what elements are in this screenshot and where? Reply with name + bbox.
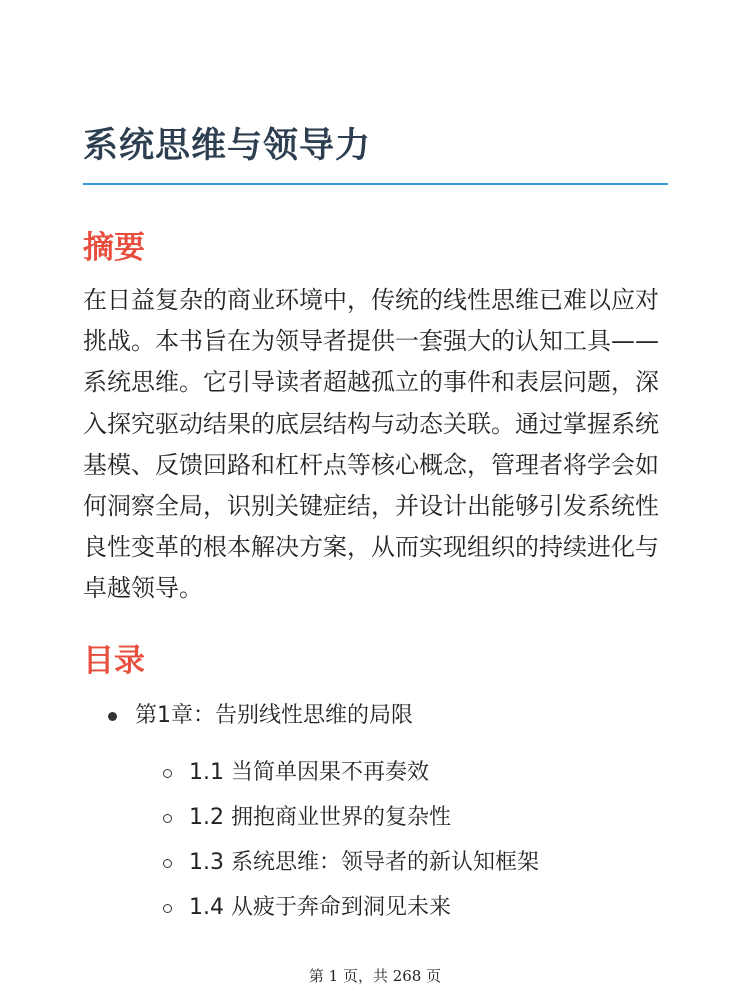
title-divider	[83, 183, 668, 185]
toc-heading: 目录	[83, 643, 145, 679]
bullet-circle-icon	[163, 904, 172, 913]
bullet-dot-icon	[108, 712, 117, 721]
toc-section-1-3[interactable]	[163, 847, 663, 892]
toc-section-label: 1.2 拥抱商业世界的复杂性	[189, 805, 451, 830]
bullet-circle-icon	[163, 814, 172, 823]
toc-chapter-label: 第1章：告别线性思维的局限	[135, 703, 413, 728]
document-title: 系统思维与领导力	[83, 126, 372, 166]
page-number-footer: 第 1 页，共 268 页	[308, 967, 442, 985]
abstract-body: 在日益复杂的商业环境中，传统的线性思维已难以应对挑战。本书旨在为领导者提供一套强大的认知工具——系统思维。它引导读者超越孤立的事件和表层问题，深入探究驱动结果的底层结构与动态关联。通过掌握系统基模、反馈回路和杠杆点等核心概念，管理者将学会如何洞察全局，识别关键症结，并设计出能够引发系统性良性变革的根本解决方案，从而实现组织的持续进化与卓越领导。	[83, 286, 659, 603]
toc-section-label: 1.1 当简单因果不再奏效	[189, 760, 429, 785]
toc-section-label: 1.3 系统思维：领导者的新认知框架	[189, 850, 539, 875]
toc-section-1-2[interactable]	[163, 802, 663, 847]
toc-section-1-4[interactable]	[163, 892, 663, 937]
bullet-circle-icon	[163, 769, 172, 778]
toc-section-label: 1.4 从疲于奔命到洞见未来	[189, 895, 451, 920]
toc-section-list	[163, 757, 663, 937]
toc-section-1-1[interactable]	[163, 757, 663, 802]
bullet-circle-icon	[163, 859, 172, 868]
abstract-heading: 摘要	[83, 230, 145, 266]
